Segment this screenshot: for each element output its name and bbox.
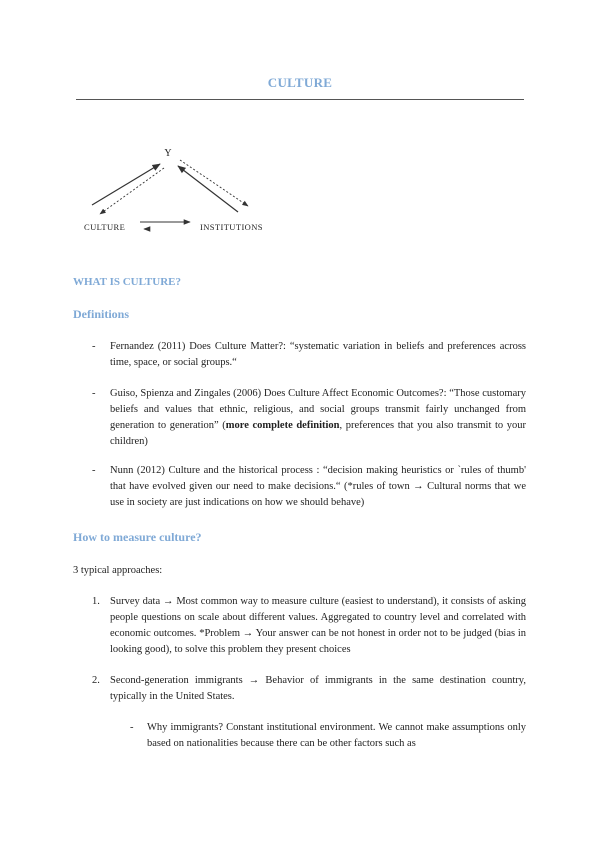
arrow-institutions-to-y <box>178 166 238 212</box>
arrow-culture-to-y <box>92 164 160 205</box>
culture-institutions-diagram <box>0 0 600 260</box>
arrow-y-to-institutions <box>180 160 248 206</box>
definition-nunn: Nunn (2012) Culture and the historical process : “decision making heuristics or `rules of thumb' that have evolved given our need to make decisions.“ (*rules of town → Cultural norms that we use in society are just indications on how we should behave) <box>110 465 526 508</box>
definition-guiso <box>110 386 526 450</box>
diagram-label-y: Y <box>164 148 172 159</box>
arrow-y-to-culture <box>100 168 164 214</box>
page-title: CULTURE <box>267 75 333 90</box>
section-heading-definitions: Definitions <box>73 307 130 321</box>
sub-bullet-marker: - <box>130 722 134 733</box>
sub-bullet-why-immigrants: Why immigrants? Constant institutional environment. We cannot make assumptions only based on nationalities because there can be other factors such as <box>147 722 526 749</box>
definition-guiso-text-end: , preferences that you also transmit to your children) <box>110 420 526 447</box>
diagram-label-institutions: INSTITUTIONS <box>200 222 263 232</box>
bullet-marker: - <box>92 341 96 352</box>
bullet-marker: - <box>92 465 96 476</box>
diagram-label-culture: CULTURE <box>84 222 126 232</box>
list-number: 1. <box>92 596 100 607</box>
approach-survey-data: Survey data → Most common way to measure culture (easiest to understand), it consists of asking people questions on scale about different values. Aggregated to country level and correlated with economic outcomes. *Problem → Your answer can be not honest in order not to be judged (bias in looking good), to solve this problem they present choices <box>110 596 526 655</box>
section-heading-what-is-culture: WHAT IS CULTURE? <box>73 276 181 288</box>
approaches-intro: 3 typical approaches: <box>73 565 163 576</box>
definition-fernandez: Fernandez (2011) Does Culture Matter?: “systematic variation in beliefs and preferences across time, space, or social groups.“ <box>110 341 526 368</box>
approach-second-generation-immigrants: Second-generation immigrants → Behavior of immigrants in the same destination country, typically in the United States. <box>110 675 526 702</box>
definition-guiso-emphasis: more complete definition <box>225 420 340 431</box>
section-heading-how-to-measure: How to measure culture? <box>73 530 202 544</box>
list-number: 2. <box>92 675 100 686</box>
bullet-marker: - <box>92 388 96 399</box>
definition-guiso-text: Guiso, Spienza and Zingales (2006) Does Culture Affect Economic Outcomes?: “Those customary beliefs and values that ethnic, religious, and social groups transmit fairly unchanged from generation to generation” ( <box>110 388 526 431</box>
